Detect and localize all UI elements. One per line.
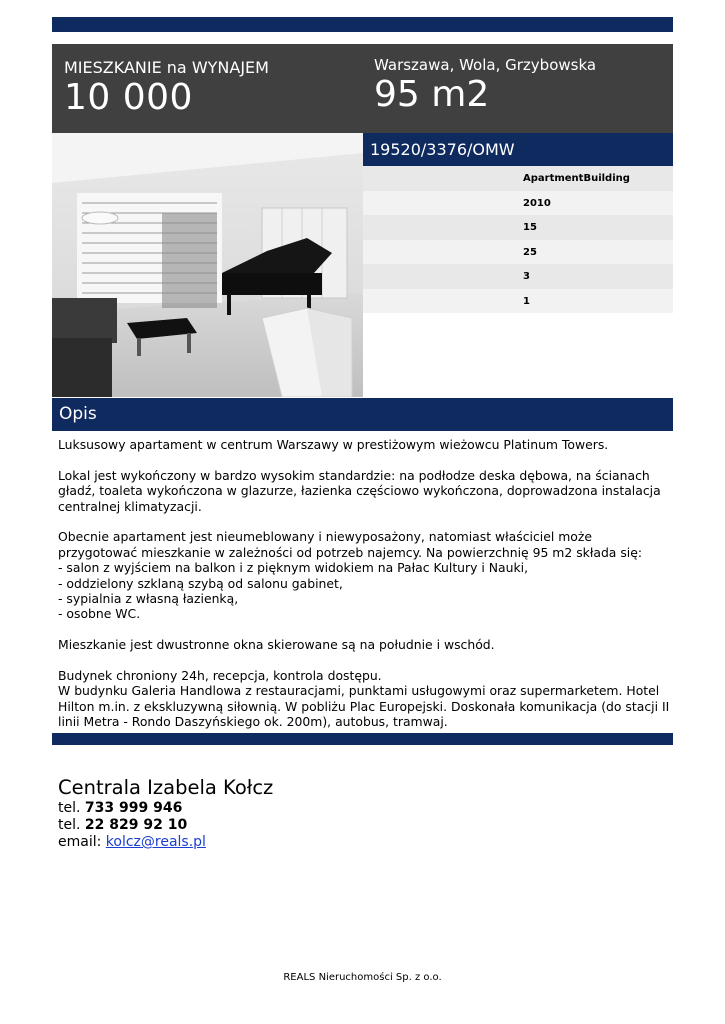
detail-value: 3 bbox=[523, 271, 530, 282]
listing-location: Warszawa, Wola, Grzybowska bbox=[374, 56, 597, 74]
contact-block bbox=[58, 776, 273, 851]
detail-row bbox=[363, 240, 673, 265]
listing-area: 95 m2 bbox=[374, 74, 490, 115]
detail-row bbox=[363, 191, 673, 216]
listing-type: MIESZKANIE na WYNAJEM bbox=[64, 58, 269, 77]
email-link[interactable]: kolcz@reals.pl bbox=[105, 834, 206, 850]
description-paragraph: Lokal jest wykończony w bardzo wysokim standardzie: na podłodze deska dębowa, na ścianach gładź, toaleta wykończona w glazurze, łazienka częściowo wykończona, doprowadzona instalacja centralnej klimatyzacji. bbox=[58, 467, 661, 514]
description-text bbox=[58, 437, 670, 730]
reference-bar bbox=[363, 133, 673, 166]
tel-label: tel. bbox=[58, 800, 81, 816]
phone-number: 733 999 946 bbox=[84, 800, 183, 816]
contact-phone-1 bbox=[58, 800, 273, 817]
footer-company: REALS Nieruchomości Sp. z o.o. bbox=[283, 972, 442, 983]
details-table bbox=[363, 166, 673, 313]
detail-row bbox=[363, 166, 673, 191]
detail-row bbox=[363, 264, 673, 289]
detail-value: 15 bbox=[523, 222, 537, 233]
detail-value: 25 bbox=[523, 246, 537, 258]
listing-price: 10 000 bbox=[64, 77, 193, 118]
detail-value: ApartmentBuilding bbox=[523, 173, 630, 184]
top-decor-bar bbox=[52, 17, 673, 32]
phone-number: 22 829 92 10 bbox=[84, 817, 188, 833]
description-paragraph: Obecnie apartament jest nieumeblowany i niewyposażony, natomiast właściciel może przygotować mieszkanie w zależności od potrzeb najemcy. Na powierzchnię 95 m2 składa się: bbox=[58, 529, 643, 560]
description-paragraph: W budynku Galeria Handlowa z restauracjami, punktami usługowymi oraz supermarketem. Hotel Hilton m.in. z ekskluzywną siłownią. W pobliżu Plac Europejski. Doskonała komunikacja (do stacji II linii Metra - Rondo Daszyńskiego ok. 200m), autobus, tramwaj. bbox=[58, 683, 670, 730]
apartment-photo bbox=[52, 133, 363, 397]
tel-label: tel. bbox=[58, 817, 81, 833]
description-header bbox=[52, 398, 673, 431]
detail-row bbox=[363, 289, 673, 314]
contact-phone-2 bbox=[58, 817, 273, 834]
description-list-item: - sypialnia z własną łazienką, bbox=[58, 591, 239, 607]
detail-value: 1 bbox=[523, 295, 530, 307]
listing-header bbox=[52, 44, 673, 133]
bottom-decor-bar bbox=[52, 733, 673, 745]
description-list-item: - osobne WC. bbox=[58, 606, 141, 622]
detail-row bbox=[363, 215, 673, 240]
description-title: Opis bbox=[59, 404, 97, 424]
contact-name: Centrala Izabela Kołcz bbox=[58, 776, 274, 799]
description-list-item: - oddzielony szklaną szybą od salonu gabinet, bbox=[58, 575, 343, 591]
detail-value: 2010 bbox=[523, 197, 551, 209]
description-list-item: - salon z wyjściem na balkon i z pięknym widokiem na Pałac Kultury i Nauki, bbox=[58, 560, 529, 576]
reference-number: 19520/3376/OMW bbox=[370, 140, 515, 159]
description-paragraph: Mieszkanie jest dwustronne okna skierowane są na południe i wschód. bbox=[58, 637, 495, 653]
contact-email bbox=[58, 834, 273, 851]
description-paragraph: Budynek chroniony 24h, recepcja, kontrola dostępu. bbox=[58, 668, 382, 684]
description-paragraph: Luksusowy apartament w centrum Warszawy w prestiżowym wieżowcu Platinum Towers. bbox=[58, 437, 609, 452]
email-label: email: bbox=[58, 834, 102, 850]
